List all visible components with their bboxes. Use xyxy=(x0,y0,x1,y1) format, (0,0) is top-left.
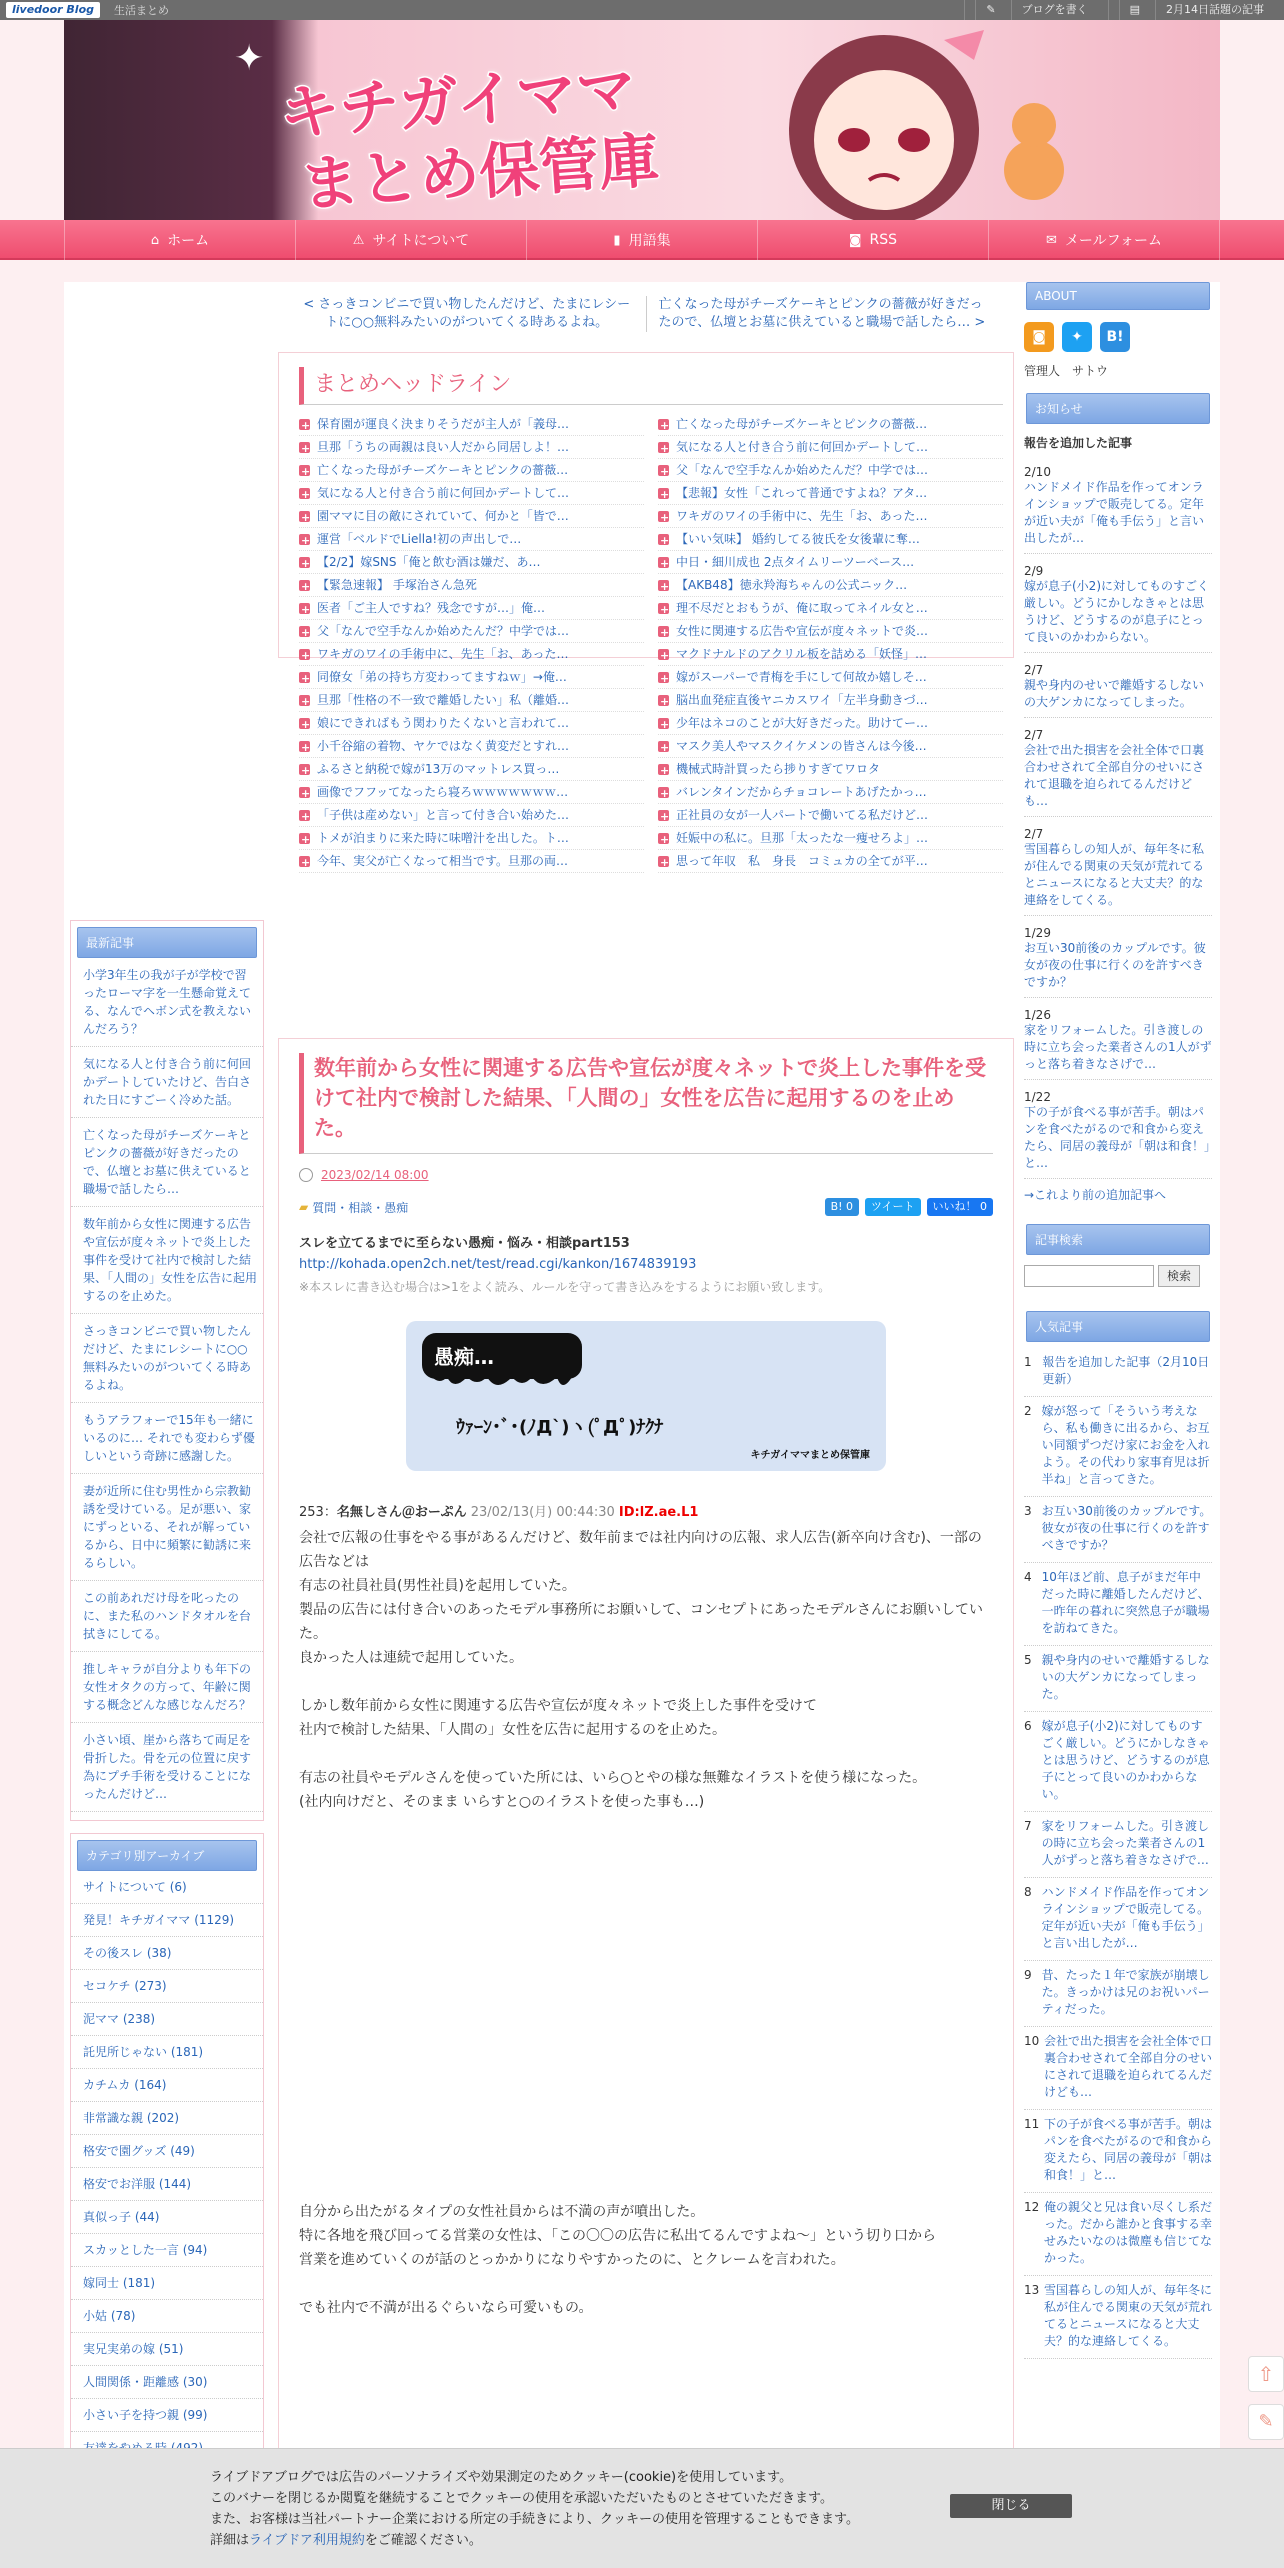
category-link[interactable]: カチムカ (164) xyxy=(71,2069,263,2102)
inline-ad-space xyxy=(299,1814,993,2200)
headline-item[interactable]: 【悲報】女性「これって普通ですよね？アタ… + xyxy=(658,482,1003,505)
category-link[interactable]: 格安で園グッズ (49) xyxy=(71,2135,263,2168)
article-pager xyxy=(288,296,1004,332)
nav-item-label: 用語集 xyxy=(628,233,671,249)
popular-link[interactable]: お互い30前後のカップルです。彼女が夜の仕事に行くのを許すべきですか？ xyxy=(1041,1504,1212,1552)
blank-line xyxy=(299,1742,993,1766)
popular-rank: 2 xyxy=(1024,1404,1032,1418)
notice-link[interactable]: 親や身内のせいで離婚するしないの大ゲンカになってしまった。 xyxy=(1024,677,1212,718)
notice-link[interactable]: お互い30前後のカップルです。彼女が夜の仕事に行くのを許すべきですか？ xyxy=(1024,940,1212,998)
site-category-link[interactable]: 生活まとめ xyxy=(114,4,170,17)
headline-title: まとめヘッドライン xyxy=(299,367,1003,405)
aa-watermark: キチガイママまとめ保管庫 xyxy=(750,1450,870,1461)
source-thread-title: スレを立てるまでに至らない愚痴・悩み・相談part153 xyxy=(299,1236,630,1251)
hatena-icon[interactable]: B! xyxy=(1100,322,1130,352)
terms-link[interactable]: ライブドア利用規約 xyxy=(249,2533,365,2548)
notice-date: 2/7 xyxy=(1024,827,1044,841)
article-category-link[interactable]: 質問・相談・愚痴 xyxy=(312,1200,409,1215)
notice-link[interactable]: 雪国暮らしの知人が、毎年冬に私が住んでる関東の天気が荒れてるとニュースになると大丈夫？的な連絡をしてくる。 xyxy=(1024,841,1212,916)
popular-link[interactable]: 10年ほど前、息子がまだ年中だった時に離婚したんだけど、一昨年の暮れに突然息子が職場を訪ねてきた。 xyxy=(1041,1570,1210,1635)
hatena-bookmark-button[interactable]: B! 0 xyxy=(825,1198,859,1216)
post-line: 有志の社員社員(男性社員)を起用していた。 xyxy=(299,1578,576,1594)
headline-item[interactable]: 脳出血発症直後ヤニカスワイ「左半身動きづ… + xyxy=(658,689,1003,712)
source-thread-url[interactable]: http://kohada.open2ch.net/test/read.cgi/kankon/1674839193 xyxy=(299,1257,697,1272)
headline-item[interactable]: ワキガのワイの手術中に、先生「お、あった… + xyxy=(658,505,1003,528)
category-link[interactable]: セコケチ (273) xyxy=(71,1970,263,2003)
article-date[interactable]: 2023/02/14 08:00 xyxy=(321,1168,429,1182)
headline-item[interactable]: 正社員の女が一人パートで働いてる私だけど… + xyxy=(658,804,1003,827)
book-icon: ▮ xyxy=(613,232,621,248)
blank-line xyxy=(299,2272,993,2296)
notice-date: 1/29 xyxy=(1024,926,1051,940)
category-link[interactable]: 小姑 (78) xyxy=(71,2300,263,2333)
search-box xyxy=(1020,1224,1216,1297)
right-sidebar xyxy=(1020,282,1216,2373)
popular-rank: 6 xyxy=(1024,1719,1032,1733)
popular-link[interactable]: 嫁が怒って「そういう考えなら、私も働きに出るから、お互い同額ずつだけ家にお金を入れよう。その代わり家事育児は折半ね」と言ってきた。 xyxy=(1041,1404,1210,1486)
post-line: 会社で広報の仕事をやる事があるんだけど、数年前までは社内向けの広報、求人広告(新卒向け含む)、一部の広告などは xyxy=(299,1530,982,1570)
nav-item-3[interactable] xyxy=(758,220,989,260)
notice-link[interactable]: 会社で出た損害を会社全体で口裏合わせされて全部自分のせいにされて退職を迫られてるんだけども… xyxy=(1024,742,1212,817)
clock-icon xyxy=(299,1168,313,1182)
post-line: 良かった人は連続で起用していた。 xyxy=(299,1650,523,1666)
next-article-link[interactable]: 亡くなった母がチーズケーキとピンクの薔薇が好きだったので、仏壇とお墓に供えていると職場で話したら… > xyxy=(658,297,986,330)
article-title: 数年前から女性に関連する広告や宣伝が度々ネットで炎上した事件を受けて社内で検討した結果、「人間の」女性を広告に起用するのを止めた。 xyxy=(299,1053,993,1154)
article-category-row xyxy=(299,1198,993,1216)
headline-item[interactable]: 娘にできればもう関わりたくないと言われて… + xyxy=(299,712,644,735)
popular-link[interactable]: 昔、たった１年で家族が崩壊した。きっかけは兄のお祝いパーティだった。 xyxy=(1041,1968,1210,2016)
post-date: 23/02/13(月) 00:44:30 xyxy=(470,1505,615,1520)
recent-post-link[interactable]: 小学3年生の我が子が学校で習ったローマ字を一生懸命覚えてる、なんでヘボン式を教えないんだろう？ xyxy=(71,958,263,1047)
notice-heading: 報告を追加した記事 xyxy=(1024,436,1133,450)
popular-rank: 11 xyxy=(1024,2117,1040,2131)
facebook-like-button[interactable]: いいね！ 0 xyxy=(927,1198,994,1216)
scroll-top-button[interactable] xyxy=(1248,2356,1284,2392)
left-sidebar xyxy=(70,282,264,2519)
headline-item[interactable]: 旦那「性格の不一致で離婚したい」私（離婚… + xyxy=(299,689,644,712)
notice-date: 2/7 xyxy=(1024,663,1044,677)
headline-item[interactable]: 【AKB48】徳永羚海ちゃんの公式ニック… + xyxy=(658,574,1003,597)
post-id: ID:lZ.ae.L1 xyxy=(618,1505,699,1520)
blank-line xyxy=(299,1670,993,1694)
popular-item[interactable] xyxy=(1024,1348,1212,1397)
popular-title: 人気記事 xyxy=(1026,1311,1210,1342)
popular-rank: 8 xyxy=(1024,1885,1032,1899)
post-line: 自分から出たがるタイプの女性社員からは不満の声が噴出した。 xyxy=(299,2204,705,2220)
share-buttons xyxy=(825,1198,993,1216)
popular-link[interactable]: 下の子が食べる事が苦手。朝はパンを食べたがるので和食から変えたら、同居の義母が「朝は和食！」と… xyxy=(1044,2117,1213,2182)
headline-item[interactable]: 父「なんで空手なんか始めたんだ？中学では… + xyxy=(299,620,644,643)
popular-rank: 3 xyxy=(1024,1504,1032,1518)
popular-rank: 5 xyxy=(1024,1653,1032,1667)
about-title: ABOUT xyxy=(1026,282,1210,310)
prev-article-link[interactable]: < さっきコンビニで買い物したんだけど、たまにレシートに○○無料みたいのがついてくる時あるよね。 xyxy=(288,296,647,332)
popular-item[interactable] xyxy=(1024,1397,1212,1497)
headline-item[interactable]: 画像でフフッてなったら寝ろｗｗｗｗｗｗｗ… + xyxy=(299,781,644,804)
popular-item[interactable] xyxy=(1024,1812,1212,1878)
ascii-art-image xyxy=(406,1321,886,1471)
headline-item[interactable]: 妊娠中の私に。旦那「太ったな一痩せろよ」… + xyxy=(658,827,1003,850)
nav-item-1[interactable] xyxy=(296,220,527,260)
pencil-icon: ✎ xyxy=(1258,2411,1274,2432)
headline-item[interactable]: 中日・細川成也 2点タイムリーツーベース… + xyxy=(658,551,1003,574)
category-archive-title: カテゴリ別アーカイブ xyxy=(77,1840,257,1871)
headline-item[interactable]: 小千谷縮の着物、ヤケではなく黄変だとすれ… + xyxy=(299,735,644,758)
popular-link[interactable]: ハンドメイド作品を作ってオンラインショップで販売してる。定年が近い夫が「俺も手伝う」と言い出したが… xyxy=(1041,1885,1210,1950)
admin-name: 管理人 サトウ xyxy=(1024,364,1109,378)
notice-date: 1/26 xyxy=(1024,1008,1051,1022)
popular-item[interactable] xyxy=(1024,1563,1212,1646)
cookie-banner xyxy=(0,2448,1284,2568)
recent-post-link[interactable]: 数年前から女性に関連する広告や宣伝が度々ネットで炎上した事件を受けて社内で検討した結果、「人間の」女性を広告に起用するのを止めた。 xyxy=(71,1207,263,1314)
recent-post-link[interactable]: この前あれだけ母を叱ったのに、また私のハンドタオルを台拭きにしてる。 xyxy=(71,1581,263,1652)
headline-item[interactable]: 機械式時計買ったら捗りすぎてワロタ + xyxy=(658,758,1003,781)
popular-link[interactable]: 家をリフォームした。引き渡しの時に立ち会った業者さんの1人がずっと落ち着きなさげで… xyxy=(1041,1819,1210,1867)
popular-item[interactable] xyxy=(1024,2193,1212,2276)
headline-item[interactable]: バレンタインだからチョコレートあげたかっ… + xyxy=(658,781,1003,804)
notice-box xyxy=(1020,393,1216,1210)
popular-item[interactable] xyxy=(1024,1646,1212,1712)
notice-link[interactable]: ハンドメイド作品を作ってオンラインショップで販売してる。定年が近い夫が「俺も手伝う」と言い出したが… xyxy=(1024,479,1212,554)
recent-post-link[interactable]: 妻が近所に住む男性から宗教勧誘を受けている。足が悪い、家にずっといる、それが解っているから、日中に頻繁に勧誘に来るらしい。 xyxy=(71,1474,263,1581)
home-icon: ⌂ xyxy=(150,232,160,248)
post-body-continued xyxy=(299,2200,993,2320)
notice-date: 2/10 xyxy=(1024,465,1051,479)
headline-item[interactable]: 気になる人と付き合う前に何回かデートして… + xyxy=(299,482,644,505)
headline-item[interactable]: 気になる人と付き合う前に何回かデートして… + xyxy=(658,436,1003,459)
site-banner[interactable] xyxy=(64,20,1220,220)
post-line: 製品の広告には付き合いのあったモデル事務所にお願いして、コンセプトにあったモデルさんにお願いしていた。 xyxy=(299,1602,984,1642)
page-body xyxy=(64,282,1220,2568)
headline-item[interactable]: 旦那「うちの両親は良い人だから同居しよ！… + xyxy=(299,436,644,459)
headline-item[interactable]: トメが泊まりに来た時に味噌汁を出した。ト… + xyxy=(299,827,644,850)
article-meta xyxy=(299,1168,993,1182)
category-link[interactable]: 嫁同士 (181) xyxy=(71,2267,263,2300)
popular-rank: 13 xyxy=(1024,2283,1040,2297)
headline-item[interactable]: 父「なんで空手なんか始めたんだ？中学では… + xyxy=(658,459,1003,482)
headline-item[interactable]: 少年はネコのことが大好きだった。助けてー… + xyxy=(658,712,1003,735)
popular-item[interactable] xyxy=(1024,1497,1212,1563)
recent-post-link[interactable]: 亡くなった母がチーズケーキとピンクの薔薇が好きだったので、仏壇とお墓に供えていると職場で話したら… xyxy=(71,1118,263,1207)
notice-link[interactable]: 下の子が食べる事が苦手。朝はパンを食べたがるので和食から変えたら、同居の義母が「朝は和食！」と… xyxy=(1024,1104,1212,1179)
post-author: 名無しさん＠おーぷん xyxy=(336,1505,467,1520)
about-box xyxy=(1020,282,1216,379)
global-nav xyxy=(0,220,1284,260)
headline-item[interactable]: 理不尽だとおもうが、俺に取ってネイル女と… + xyxy=(658,597,1003,620)
headline-item[interactable]: 同僚女「弟の持ち方変わってますねｗ」→俺… + xyxy=(299,666,644,689)
category-link[interactable]: 実兄実弟の嫁 (51) xyxy=(71,2333,263,2366)
posting-notice: ※本スレに書き込む場合は>1をよく読み、ルールを守って書き込みをするようにお願い致します。 xyxy=(299,1280,831,1294)
notice-title: お知らせ xyxy=(1026,393,1210,424)
notice-link[interactable]: 家をリフォームした。引き渡しの時に立ち会った業者さんの1人がずっと落ち着きなさげで… xyxy=(1024,1022,1212,1080)
popular-item[interactable] xyxy=(1024,1878,1212,1961)
popular-rank: 12 xyxy=(1024,2200,1040,2214)
popular-item[interactable] xyxy=(1024,2276,1212,2359)
recent-post-link[interactable]: 小さい頃、崖から落ちて両足を骨折した。骨を元の位置に戻す為にプチ手術を受けることになったんだけど… xyxy=(71,1723,263,1812)
headline-item[interactable]: 【2/2】嫁SNS「俺と飲む酒は嫌だ、あ… + xyxy=(299,551,644,574)
recent-posts-title: 最新記事 xyxy=(77,927,257,958)
headline-item[interactable]: 園ママに目の敵にされていて、何かと「皆で… + xyxy=(299,505,644,528)
mail-icon: ✉ xyxy=(1046,232,1057,248)
popular-item[interactable] xyxy=(1024,2110,1212,2193)
post-line: しかし数年前から女性に関連する広告や宣伝が度々ネットで炎上した事件を受けて xyxy=(299,1698,817,1714)
recent-post-link[interactable]: さっきコンビニで買い物したんだけど、たまにレシートに○○無料みたいのがついてくる時あるよね。 xyxy=(71,1314,263,1403)
post-body xyxy=(299,1526,993,1814)
rss-icon[interactable]: ◙ xyxy=(1024,322,1054,352)
nav-item-2[interactable] xyxy=(527,220,758,260)
popular-rank: 4 xyxy=(1024,1570,1032,1584)
popular-box xyxy=(1020,1311,1216,2359)
headline-item[interactable]: 【いい気味】 婚約してる彼氏を女後輩に奪… + xyxy=(658,528,1003,551)
write-blog-link[interactable]: ✎ ブログを書く xyxy=(964,0,1107,20)
headline-item[interactable]: 嫁がスーパーで青梅を手にして何故か嬉しそ… + xyxy=(658,666,1003,689)
nav-item-label: サイトについて xyxy=(372,233,470,249)
category-link[interactable]: 託児所じゃない (181) xyxy=(71,2036,263,2069)
trending-link[interactable]: ▤ 2月14日話題の記事 xyxy=(1108,0,1284,20)
notice-date: 1/22 xyxy=(1024,1090,1051,1104)
recent-post-link[interactable]: 推しキャラが自分よりも年下の女性オタクの方って、年齢に関する概念どんな感じなんだろ？ xyxy=(71,1652,263,1723)
warning-icon: ⚠ xyxy=(352,232,365,248)
post-header: 253：名無しさん＠おーぷん 23/02/13(月) 00:44:30 ID:lZ.ae.L1 xyxy=(299,1505,699,1520)
banner-title-line1: キチガイママ xyxy=(277,54,639,150)
popular-link[interactable]: 親や身内のせいで離婚するしないの大ゲンカになってしまった。 xyxy=(1041,1653,1210,1701)
folder-icon: ▰ xyxy=(299,1200,309,1214)
popular-item[interactable] xyxy=(1024,2027,1212,2110)
category-link[interactable]: 人間関係・距離感 (30) xyxy=(71,2366,263,2399)
banner-illustration xyxy=(704,20,1064,220)
category-link[interactable]: 小さい子を持つ親 (99) xyxy=(71,2399,263,2432)
post-line: 有志の社員やモデルさんを使っていた所には、いら○とやの様な無難なイラストを使う様になった。 xyxy=(299,1770,927,1786)
headline-item[interactable]: マスク美人やマスクイケメンの皆さんは今後… + xyxy=(658,735,1003,758)
headline-item[interactable]: ワキガのワイの手術中に、先生「お、あった… + xyxy=(299,643,644,666)
nav-item-0[interactable] xyxy=(64,220,296,260)
category-archive-box xyxy=(70,1833,264,2507)
headline-item[interactable]: 「子供は産めない」と言って付き合い始めた… + xyxy=(299,804,644,827)
popular-rank: 9 xyxy=(1024,1968,1032,1982)
headline-item[interactable]: 亡くなった母がチーズケーキとピンクの薔薇… + xyxy=(658,413,1003,436)
category-link[interactable]: 格安でお洋服 (144) xyxy=(71,2168,263,2201)
nav-item-label: RSS xyxy=(869,232,898,248)
category-link[interactable]: サイトについて (6) xyxy=(71,1871,263,1904)
popular-link[interactable]: 俺の親父と兄は食い尽くし系だった。だから誰かと食事する幸せみたいなのは微塵も信じてなかった。 xyxy=(1044,2200,1213,2265)
notice-date: 2/7 xyxy=(1024,728,1044,742)
popular-rank: 7 xyxy=(1024,1819,1032,1833)
livedoor-logo[interactable]: livedoor Blog xyxy=(6,2,100,18)
popular-rank: 1 xyxy=(1024,1355,1032,1369)
cookie-text: ライブドアブログでは広告のパーソナライズや効果測定のためクッキー(cookie)を使用しています。 このバナーを閉じるか閲覧を継続することでクッキーの使用を承認いただいたものとさせていただきます。 また、お客様は当社パートナー企業における所定の手続きにより、クッキーの使用を管理することもできます。 詳細はライブドア利用規約をご確認ください。 xyxy=(210,2470,859,2548)
twitter-icon[interactable]: ✦ xyxy=(1062,322,1092,352)
headline-item[interactable]: ふるさと納税で嫁が13万のマットレス買っ… + xyxy=(299,758,644,781)
post-line: 社内で検討した結果、「人間の」女性を広告に起用するのを止めた。 xyxy=(299,1722,726,1738)
popular-link[interactable]: 雪国暮らしの知人が、毎年冬に私が住んでる関東の天気が荒れてるとニュースになると大丈夫？的な連絡してくる。 xyxy=(1044,2283,1213,2348)
headline-item[interactable]: 亡くなった母がチーズケーキとピンクの薔薇… + xyxy=(299,459,644,482)
popular-item[interactable] xyxy=(1024,1961,1212,2027)
popular-item[interactable] xyxy=(1024,1712,1212,1812)
tweet-button[interactable]: ツイート xyxy=(865,1198,920,1216)
post-line: (社内向けだと、そのまま いらすと○のイラストを使った事も…) xyxy=(299,1794,705,1810)
search-title: 記事検索 xyxy=(1026,1224,1210,1255)
headline-item[interactable]: 今年、実父が亡くなって相当です。旦那の両… + xyxy=(299,850,644,873)
sparkle-icon: ✦ xyxy=(234,38,265,79)
recent-post-link[interactable]: 気になる人と付き合う前に何回かデートしていたけど、告白された日にすごーく冷めた話。 xyxy=(71,1047,263,1118)
aa-face-text: ｳｧｰﾝ･ﾞ･(ﾉД`)ヽ(ﾟДﾟ)ﾅｸﾅ xyxy=(456,1417,664,1438)
category-link[interactable]: 泥ママ (238) xyxy=(71,2003,263,2036)
recent-posts-box xyxy=(70,920,264,1821)
notice-more-link[interactable]: →これより前の追加記事へ xyxy=(1024,1188,1167,1202)
headline-item[interactable]: 思って年収 私 身長 コミュカの全てが平… + xyxy=(658,850,1003,873)
post-line: でも社内で不満が出るぐらいなら可愛いもの。 xyxy=(299,2300,593,2316)
category-link[interactable]: その後スレ (38) xyxy=(71,1937,263,1970)
post-line: 特に各地を飛び回ってる営業の女性は、「この〇〇の広告に私出てるんですよね～」という切り口から xyxy=(299,2228,936,2244)
headline-item[interactable]: マクドナルドのアクリル板を詰める「妖怪」… + xyxy=(658,643,1003,666)
nav-item-4[interactable] xyxy=(989,220,1220,260)
notice-date: 2/9 xyxy=(1024,564,1044,578)
search-input[interactable] xyxy=(1024,1265,1154,1287)
category-link[interactable]: 非常識な親 (202) xyxy=(71,2102,263,2135)
nav-item-label: ホーム xyxy=(167,233,210,249)
aa-drips xyxy=(432,1373,572,1393)
headline-box xyxy=(278,352,1014,868)
popular-link[interactable]: 会社で出た損害を会社全体で口裏合わせされて全部自分のせいにされて退職を迫られてるんだけども… xyxy=(1044,2034,1213,2099)
category-link[interactable]: 発見！キチガイママ (1129) xyxy=(71,1904,263,1937)
arrow-up-icon: ⇧ xyxy=(1257,2362,1275,2386)
pencil-icon: ✎ xyxy=(975,0,1005,20)
cookie-close-button[interactable]: 閉じる xyxy=(950,2494,1072,2518)
notice-link[interactable]: 嫁が息子(小2)に対してものすごく厳しい。どうにかしなきゃとは思うけど、どうするのが息子にとって良いのかわからない。 xyxy=(1024,578,1212,653)
banner-title-line2: まとめ保管庫 xyxy=(297,125,662,221)
search-button[interactable]: 検索 xyxy=(1158,1265,1200,1287)
post-line: 営業を進めていくのが話のとっかかりになりやすかったのに、とクレームを言われた。 xyxy=(299,2252,845,2268)
rss-icon: ◙ xyxy=(848,232,862,248)
popular-link[interactable]: 嫁が息子(小2)に対してものすごく厳しい。どうにかしなきゃとは思うけど、どうするのが息子にとって良いのかわからない。 xyxy=(1041,1719,1210,1801)
nav-item-label: メールフォーム xyxy=(1064,233,1162,249)
headline-item[interactable]: 【緊急速報】 手塚治さん急死 + xyxy=(299,574,644,597)
aa-blob-label: 愚痴… xyxy=(422,1333,582,1379)
headline-item[interactable]: 医者「ご主人ですね？残念ですが…」俺… + xyxy=(299,597,644,620)
left-ad-space xyxy=(70,282,264,920)
livedoor-topbar xyxy=(0,0,1284,20)
recent-post-link[interactable]: もうアラフォーで15年も一緒にいるのに… それでも変わらず優しいという奇跡に感謝した。 xyxy=(71,1403,263,1474)
popular-link[interactable]: 報告を追加した記事（2月10日更新） xyxy=(1042,1355,1210,1386)
headline-item[interactable]: 運営「ベルドでLiella!初の声出しで… + xyxy=(299,528,644,551)
article xyxy=(278,1038,1014,2568)
headline-item[interactable]: 保育園が運良く決まりそうだが主人が「義母… + xyxy=(299,413,644,436)
doc-icon: ▤ xyxy=(1119,0,1150,20)
headline-item[interactable]: 女性に関連する広告や宣伝が度々ネットで炎… + xyxy=(658,620,1003,643)
category-link[interactable]: 真似っ子 (44) xyxy=(71,2201,263,2234)
popular-rank: 10 xyxy=(1024,2034,1040,2048)
category-link[interactable]: スカッとした一言 (94) xyxy=(71,2234,263,2267)
main-column xyxy=(278,282,1014,2316)
comment-button[interactable] xyxy=(1248,2404,1284,2440)
